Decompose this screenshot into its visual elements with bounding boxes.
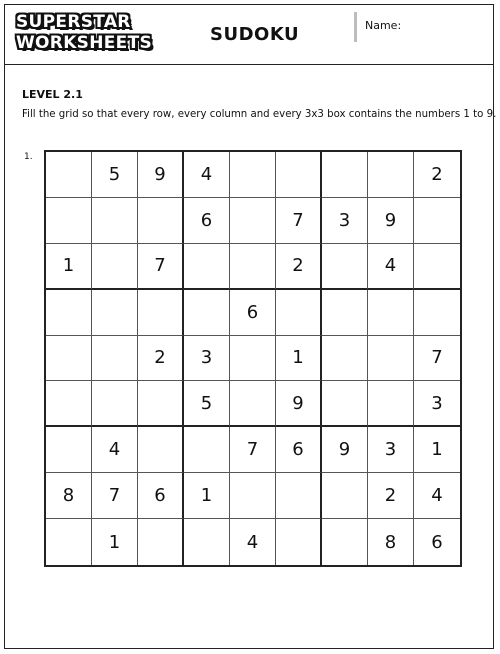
sudoku-given-cell: 3 xyxy=(184,336,230,382)
sudoku-given-cell: 2 xyxy=(138,336,184,382)
sudoku-given-cell: 2 xyxy=(276,244,322,290)
sudoku-given-cell: 5 xyxy=(92,152,138,198)
puzzle-number: 1. xyxy=(24,152,33,162)
sudoku-empty-cell[interactable] xyxy=(138,519,184,565)
logo-line-2: WORKSHEETS xyxy=(16,33,153,53)
sudoku-given-cell: 6 xyxy=(431,531,443,553)
sudoku-empty-cell[interactable] xyxy=(92,244,138,290)
sudoku-empty-cell[interactable] xyxy=(184,519,230,565)
sudoku-empty-cell[interactable] xyxy=(46,381,92,427)
sudoku-empty-cell[interactable] xyxy=(276,290,322,336)
sudoku-empty-cell[interactable] xyxy=(46,198,92,244)
sudoku-given-cell: 9 xyxy=(138,152,184,198)
sudoku-empty-cell[interactable] xyxy=(46,152,92,198)
sudoku-empty-cell[interactable] xyxy=(138,290,184,336)
sudoku-given-cell: 7 xyxy=(414,336,460,382)
sudoku-empty-cell[interactable] xyxy=(184,244,230,290)
sudoku-empty-cell[interactable] xyxy=(322,381,368,427)
sudoku-given-cell: 3 xyxy=(414,381,460,427)
sudoku-given-cell: 9 xyxy=(368,198,414,244)
sudoku-empty-cell[interactable] xyxy=(230,336,276,382)
sudoku-empty-cell[interactable] xyxy=(46,336,92,382)
sudoku-empty-cell[interactable] xyxy=(230,198,276,244)
sudoku-empty-cell[interactable] xyxy=(368,381,414,427)
sudoku-given-cell: 7 xyxy=(138,244,184,290)
sudoku-empty-cell[interactable] xyxy=(414,198,460,244)
sudoku-empty-cell[interactable] xyxy=(276,473,322,519)
sudoku-empty-cell[interactable] xyxy=(368,152,414,198)
sudoku-empty-cell[interactable] xyxy=(230,473,276,519)
sudoku-empty-cell[interactable] xyxy=(230,381,276,427)
logo-line-1: SUPERSTAR xyxy=(16,12,131,32)
sudoku-empty-cell[interactable] xyxy=(46,427,92,473)
sudoku-given-cell: 1 xyxy=(276,336,322,382)
sudoku-given-cell: 9 xyxy=(276,381,322,427)
sudoku-given-cell: 8 xyxy=(46,473,92,519)
sudoku-given-cell: 4 xyxy=(414,473,460,519)
sudoku-given-cell: 4 xyxy=(230,519,276,565)
sudoku-empty-cell[interactable] xyxy=(138,198,184,244)
name-label: Name: xyxy=(365,19,402,32)
sudoku-given-cell: 1 xyxy=(184,473,230,519)
sudoku-empty-cell[interactable] xyxy=(322,152,368,198)
sudoku-empty-cell[interactable] xyxy=(230,244,276,290)
sudoku-empty-cell[interactable] xyxy=(276,519,322,565)
sudoku-given-cell: 3 xyxy=(322,198,368,244)
sudoku-empty-cell[interactable] xyxy=(322,519,368,565)
sudoku-given-cell: 1 xyxy=(414,427,460,473)
sudoku-given-cell: 6 xyxy=(276,427,322,473)
sudoku-empty-cell[interactable] xyxy=(322,336,368,382)
superstar-worksheets-logo xyxy=(16,12,161,58)
level-heading: LEVEL 2.1 xyxy=(22,88,83,101)
sudoku-given-cell: 2 xyxy=(414,152,460,198)
sudoku-empty-cell[interactable] xyxy=(414,244,460,290)
sudoku-empty-cell[interactable] xyxy=(46,290,92,336)
sudoku-given-cell: 6 xyxy=(184,198,230,244)
sudoku-given-cell: 1 xyxy=(92,519,138,565)
sudoku-given-cell: 2 xyxy=(368,473,414,519)
sudoku-given-cell: 9 xyxy=(322,427,368,473)
sudoku-given-cell: 3 xyxy=(368,427,414,473)
sudoku-empty-cell[interactable] xyxy=(414,290,460,336)
sudoku-given-cell: 7 xyxy=(230,427,276,473)
sudoku-empty-cell[interactable] xyxy=(138,427,184,473)
worksheet-header xyxy=(4,4,494,65)
sudoku-empty-cell[interactable] xyxy=(322,473,368,519)
name-divider xyxy=(354,12,357,42)
sudoku-given-cell: 6 xyxy=(230,290,276,336)
sudoku-given-cell: 1 xyxy=(46,244,92,290)
instructions-text: Fill the grid so that every row, every column and every 3x3 box contains the numbers 1 to 9. xyxy=(22,109,497,120)
sudoku-empty-cell[interactable] xyxy=(138,381,184,427)
sudoku-empty-cell[interactable] xyxy=(368,336,414,382)
sudoku-empty-cell[interactable] xyxy=(184,290,230,336)
sudoku-given-cell: 6 xyxy=(138,473,184,519)
sudoku-grid xyxy=(44,150,462,567)
sudoku-empty-cell[interactable] xyxy=(230,152,276,198)
sudoku-given-cell: 4 xyxy=(92,427,138,473)
sudoku-empty-cell[interactable] xyxy=(184,427,230,473)
sudoku-empty-cell[interactable] xyxy=(46,519,92,565)
sudoku-empty-cell[interactable] xyxy=(92,381,138,427)
sudoku-given-cell: 4 xyxy=(368,244,414,290)
sudoku-empty-cell[interactable] xyxy=(92,336,138,382)
sudoku-given-cell: 5 xyxy=(184,381,230,427)
page-title: SUDOKU xyxy=(210,24,300,45)
sudoku-empty-cell[interactable] xyxy=(92,198,138,244)
sudoku-given-cell: 4 xyxy=(184,152,230,198)
sudoku-empty-cell[interactable] xyxy=(92,290,138,336)
sudoku-given-cell: 7 xyxy=(276,198,322,244)
sudoku-empty-cell[interactable] xyxy=(322,244,368,290)
sudoku-empty-cell[interactable] xyxy=(368,290,414,336)
sudoku-given-cell: 8 xyxy=(368,519,414,565)
sudoku-empty-cell[interactable] xyxy=(322,290,368,336)
sudoku-given-cell: 7 xyxy=(92,473,138,519)
sudoku-empty-cell[interactable] xyxy=(276,152,322,198)
